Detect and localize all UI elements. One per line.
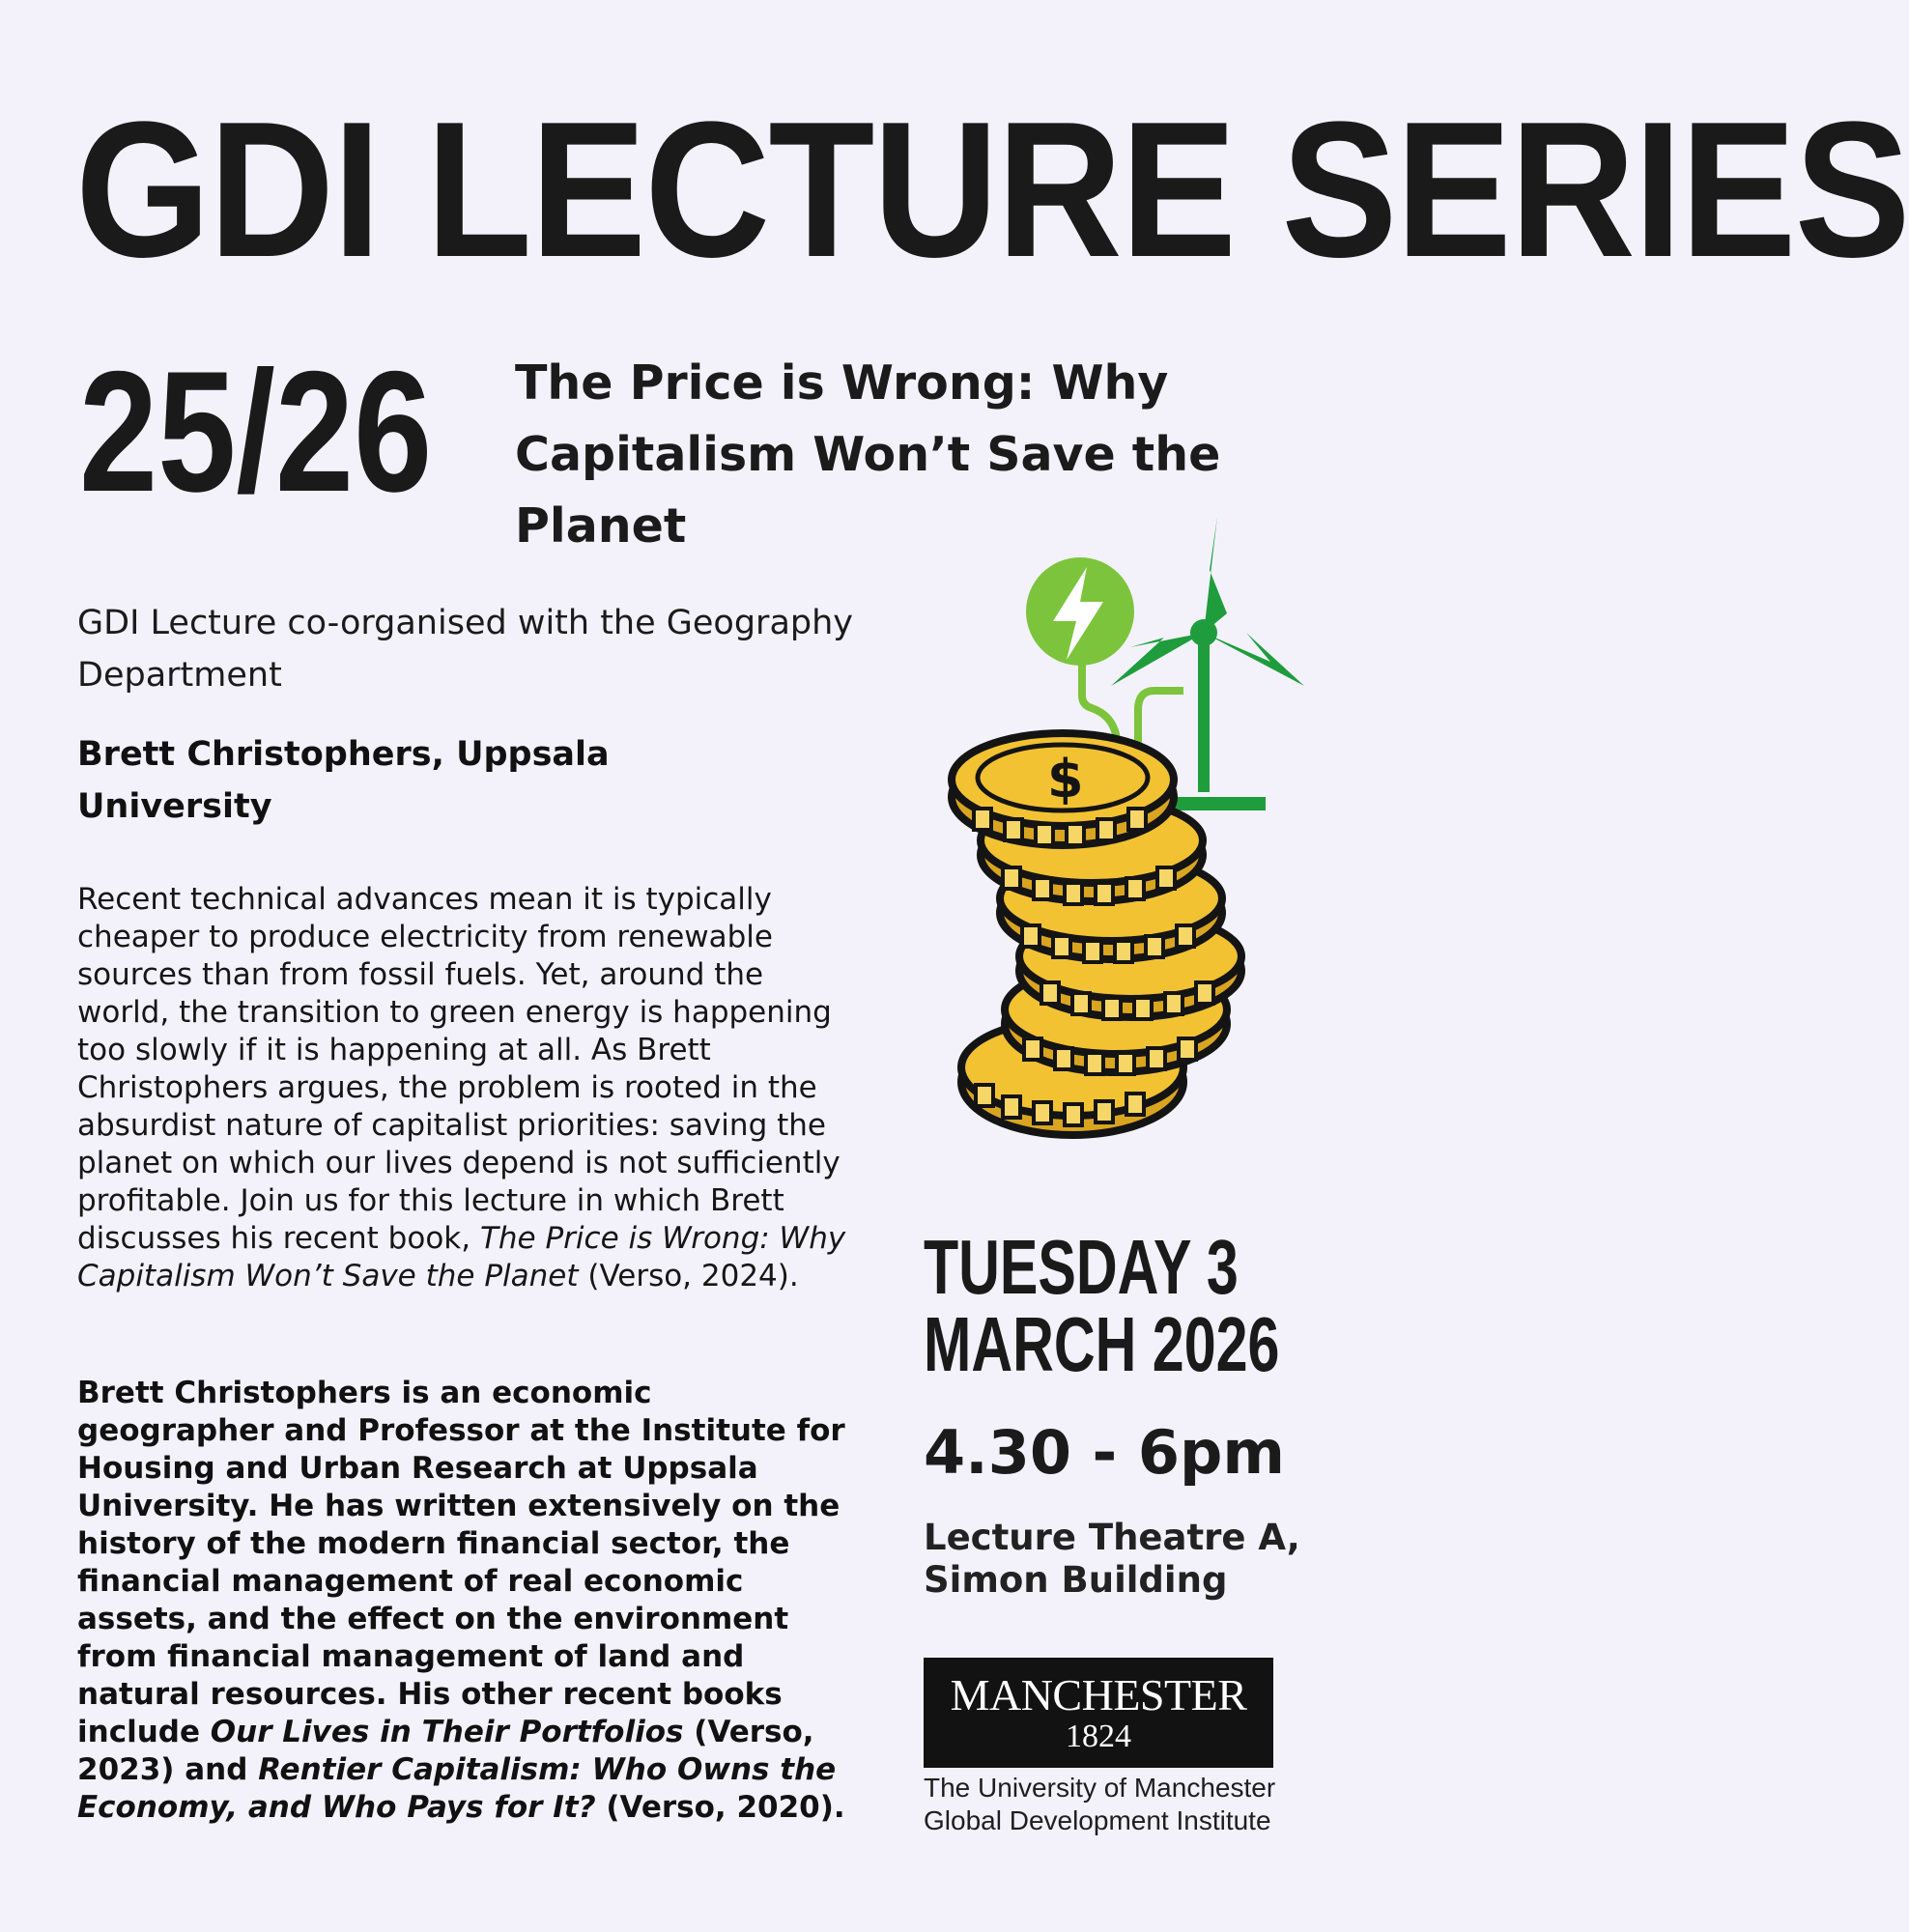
university-logo — [924, 1658, 1273, 1768]
logo-name: MANCHESTER — [950, 1670, 1247, 1719]
speaker-name: Brett Christophers, Uppsala University — [77, 735, 610, 826]
series-title: GDI LECTURE SERIES — [75, 82, 1909, 298]
bio-book-2: Rentier Capitalism: Who Owns the Economy, and Who Pays for It? — [77, 1752, 837, 1825]
bio-book-1: Our Lives in Their Portfolios — [210, 1715, 684, 1749]
lecture-title: The Price is Wrong: Why Capitalism Won’t Save the Planet — [515, 355, 1221, 554]
bio-mid: (Verso, 2023) and — [77, 1715, 814, 1787]
logo-year: 1824 — [1066, 1719, 1131, 1754]
bio-text: Brett Christophers is an economic geographer and Professor at the Institute for Housing and Urban Research at Uppsala University. He has written extensively on the history of the modern financial sector, the financial management of real economic assets, and the effect on the environment from financial management of land and natural resources. His other recent books include — [77, 1376, 845, 1749]
event-time: 4.30 - 6pm — [924, 1417, 1285, 1488]
abstract-paragraph — [77, 881, 850, 1295]
institution-line-2: Global Development Institute — [924, 1805, 1271, 1835]
abstract-book-suffix: (Verso, 2024). — [578, 1259, 799, 1293]
season-label: 25/26 — [79, 335, 433, 527]
dollar-sign-icon: $ — [1047, 749, 1084, 810]
illustration — [956, 517, 1324, 1158]
speaker-bio — [77, 1375, 850, 1827]
abstract-book-title: The Price is Wrong: Why Capitalism Won’t Save the Planet — [77, 1221, 846, 1293]
coorganised-note: GDI Lecture co-organised with the Geography Department — [77, 604, 854, 695]
bio-end: (Verso, 2020). — [595, 1790, 845, 1825]
event-venue: Lecture Theatre A, Simon Building — [924, 1517, 1300, 1601]
lightning-bolt-icon — [1026, 557, 1134, 666]
institution-name — [924, 1772, 1329, 1837]
institution-line-1: The University of Manchester — [924, 1773, 1276, 1803]
coin-stack-icon — [956, 517, 1324, 1154]
event-date: TUESDAY 3 MARCH 2026 — [924, 1224, 1280, 1387]
abstract-text: Recent technical advances mean it is typically cheaper to produce electricity from renewable sources than from fossil fuels. Yet, around the world, the transition to green energy is happening too slowly if it is happening at all. As Brett Christophers argues, the problem is rooted in the absurdist nature of capitalist priorities: saving the planet on which our lives depend is not sufficiently profitable. Join us for this lecture in which Brett discusses his recent book, — [77, 882, 841, 1256]
